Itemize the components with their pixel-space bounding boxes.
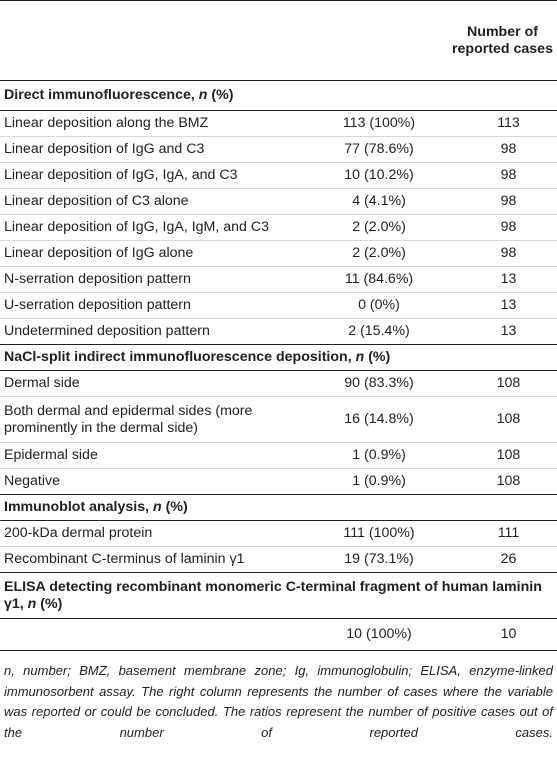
row-label: Negative: [0, 469, 310, 495]
n-symbol: n: [153, 499, 162, 515]
row-label: [0, 619, 310, 651]
row-label: Both dermal and epidermal sides (more prominently in the dermal side): [0, 397, 310, 443]
row-count: 108: [448, 371, 557, 397]
table-row: [0, 241, 557, 267]
row-value: 10 (10.2%): [310, 163, 448, 189]
section-header: [0, 345, 557, 371]
row-value: 0 (0%): [310, 293, 448, 319]
row-label: 200-kDa dermal protein: [0, 521, 310, 547]
n-symbol: n: [198, 87, 208, 103]
table-row: [0, 189, 557, 215]
row-value: 4 (4.1%): [310, 189, 448, 215]
row-value: 2 (15.4%): [310, 319, 448, 345]
row-count: 13: [448, 319, 557, 345]
table-row: [0, 547, 557, 573]
row-count: 13: [448, 293, 557, 319]
n-symbol: n: [355, 349, 365, 365]
row-count: 111: [448, 521, 557, 547]
header-result: [310, 1, 448, 81]
row-count: 13: [448, 267, 557, 293]
row-value: 1 (0.9%): [310, 443, 448, 469]
row-label: Epidermal side: [0, 443, 310, 469]
table-row: [0, 293, 557, 319]
table-header: [0, 1, 557, 81]
section-header: [0, 495, 557, 521]
n-symbol: n: [27, 595, 37, 612]
table-row: [0, 163, 557, 189]
row-count: 98: [448, 189, 557, 215]
row-value: 2 (2.0%): [310, 215, 448, 241]
row-value: 77 (78.6%): [310, 137, 448, 163]
row-value: 90 (83.3%): [310, 371, 448, 397]
row-label: Linear deposition of IgG, IgA, and C3: [0, 163, 310, 189]
table-row: [0, 371, 557, 397]
section-title: Immunoblot analysis, n (%): [0, 495, 557, 521]
row-count: 113: [448, 111, 557, 137]
section-header: [0, 81, 557, 111]
table-row: [0, 267, 557, 293]
table-row: [0, 521, 557, 547]
row-label: Dermal side: [0, 371, 310, 397]
header-variable: [0, 1, 310, 81]
row-count: 98: [448, 215, 557, 241]
row-value: 113 (100%): [310, 111, 448, 137]
row-count: 108: [448, 443, 557, 469]
row-value: 111 (100%): [310, 521, 448, 547]
row-value: 11 (84.6%): [310, 267, 448, 293]
row-label: U-serration deposition pattern: [0, 293, 310, 319]
row-value: 19 (73.1%): [310, 547, 448, 573]
table-row: [0, 319, 557, 345]
table-row: [0, 397, 557, 443]
row-value: 1 (0.9%): [310, 469, 448, 495]
row-value: 16 (14.8%): [310, 397, 448, 443]
row-count: 108: [448, 397, 557, 443]
row-label: Linear deposition of C3 alone: [0, 189, 310, 215]
section-title: NaCl-split indirect immunofluorescence deposition, n (%): [0, 345, 557, 371]
row-label: Linear deposition of IgG, IgA, IgM, and C3: [0, 215, 310, 241]
row-count: 98: [448, 137, 557, 163]
row-count: 98: [448, 241, 557, 267]
table-footnote: n, number; BMZ, basement membrane zone; Ig, immunoglobulin; ELISA, enzyme-linked immunosorbent assay. The right column represents the number of cases where the variable was reported or could be concluded. The ratios represent the number of positive cases out of the number of reported cases.: [4, 663, 553, 740]
row-count: 10: [448, 619, 557, 651]
section-title: ELISA detecting recombinant monomeric C-terminal fragment of human laminin γ1, n (%): [0, 573, 557, 619]
table-row: [0, 111, 557, 137]
row-label: Recombinant C-terminus of laminin γ1: [0, 547, 310, 573]
table-row: [0, 443, 557, 469]
table-row: [0, 215, 557, 241]
row-value: 2 (2.0%): [310, 241, 448, 267]
table-row: [0, 137, 557, 163]
row-label: Linear deposition along the BMZ: [0, 111, 310, 137]
row-label: Linear deposition of IgG alone: [0, 241, 310, 267]
row-value: 10 (100%): [310, 619, 448, 651]
row-count: 26: [448, 547, 557, 573]
row-label: Undetermined deposition pattern: [0, 319, 310, 345]
section-title: Direct immunofluorescence, n (%): [0, 81, 557, 111]
section-header: [0, 573, 557, 619]
table-row: [0, 469, 557, 495]
row-label: N-serration deposition pattern: [0, 267, 310, 293]
row-label: Linear deposition of IgG and C3: [0, 137, 310, 163]
header-count: Number of reported cases: [448, 1, 557, 81]
table-row: [0, 619, 557, 651]
row-count: 108: [448, 469, 557, 495]
row-count: 98: [448, 163, 557, 189]
